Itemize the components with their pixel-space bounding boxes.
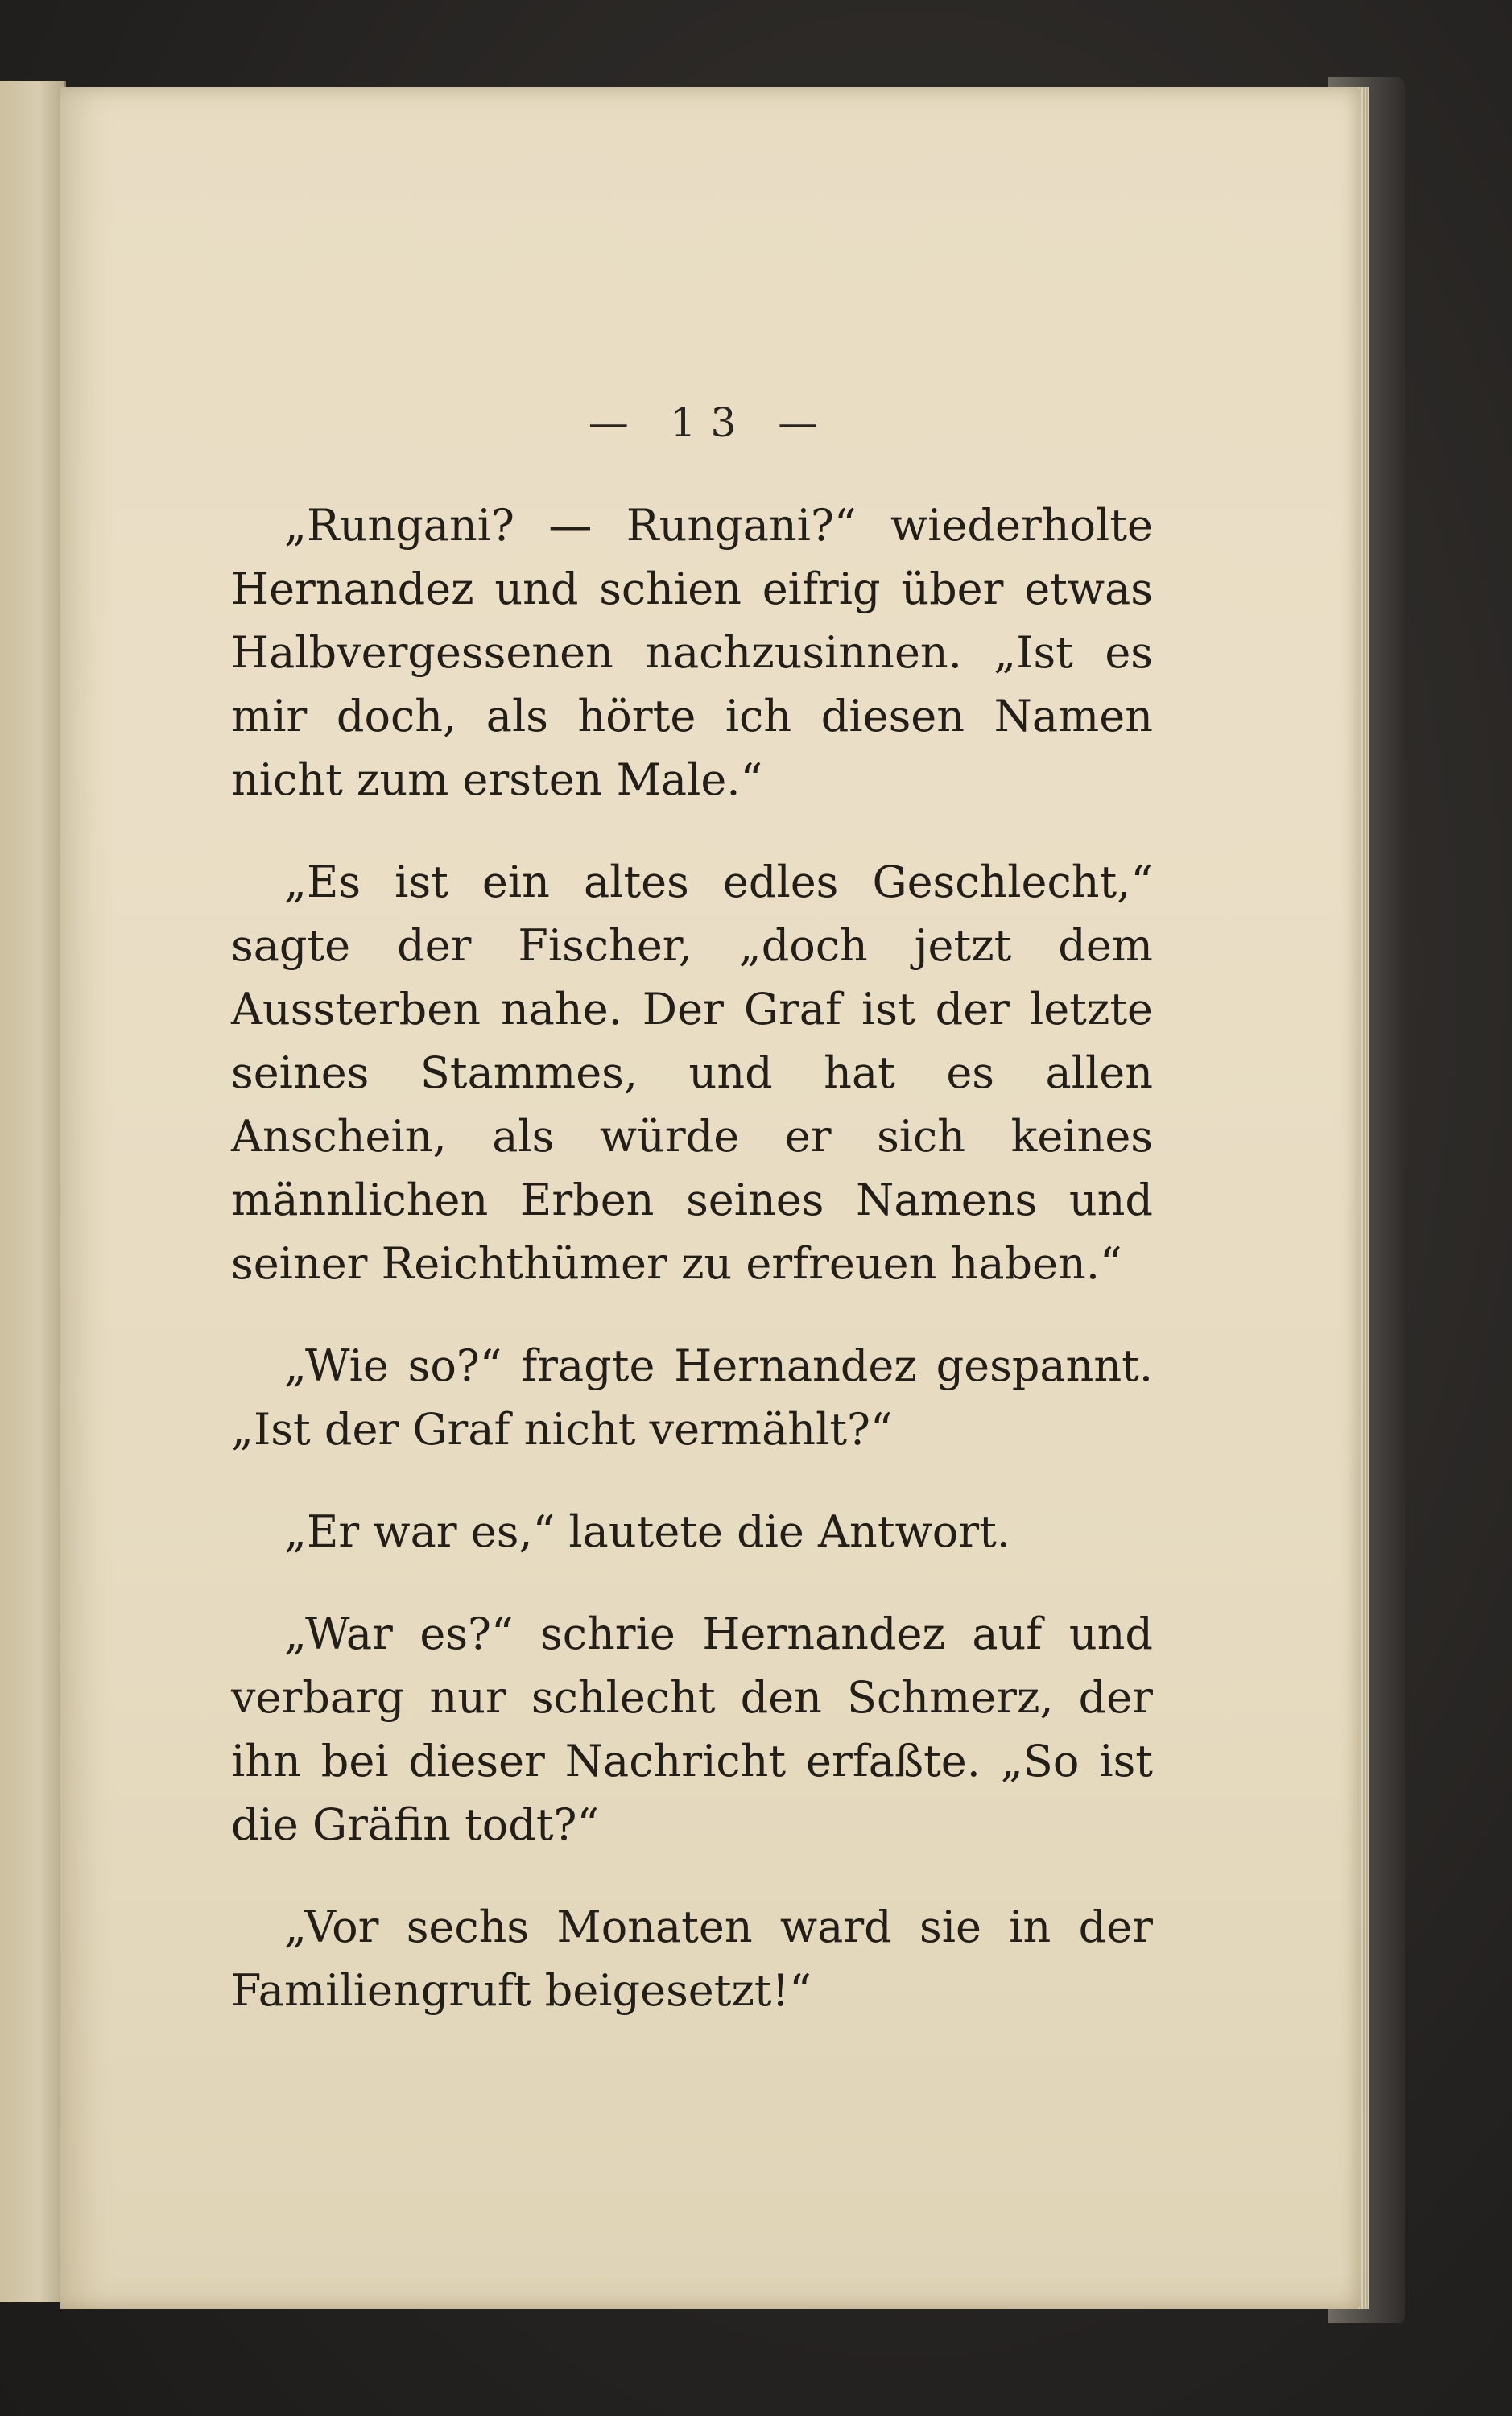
paragraph: „Vor sechs Monaten ward sie in der Familiengruft beigesetzt!“ [231,1902,1153,2016]
page-number: — 13 — [588,399,833,446]
previous-page-edge [0,81,66,2302]
paragraph: „War es?“ schrie Hernandez auf und verbarg nur schlecht den Schmerz, der ihn bei dieser Nachricht erfaßte. „So ist die Gräfin todt?“ [231,1609,1153,1850]
paragraph: „Er war es,“ lautete die Antwort. [284,1506,1010,1557]
paragraph: „Rungani? — Rungani?“ wiederholte Hernandez und schien eifrig über etwas Halbvergessenen nachzusinnen. „Ist es mir doch, als hörte ich diesen Namen nicht zum ersten Male.“ [231,500,1153,805]
text-block [231,494,1153,2022]
paragraph: „Wie so?“ fragte Hernandez gespannt. „Ist der Graf nicht vermählt?“ [231,1340,1153,1455]
book-page [60,87,1361,2309]
paragraph: „Es ist ein altes edles Geschlecht,“ sagte der Fischer, „doch jetzt dem Aussterben nahe. Der Graf ist der letzte seines Stammes, und hat es allen Anschein, als würde er sich keines männlichen Erben seines Namens und seiner Reichthümer zu erfreuen haben.“ [231,857,1153,1289]
